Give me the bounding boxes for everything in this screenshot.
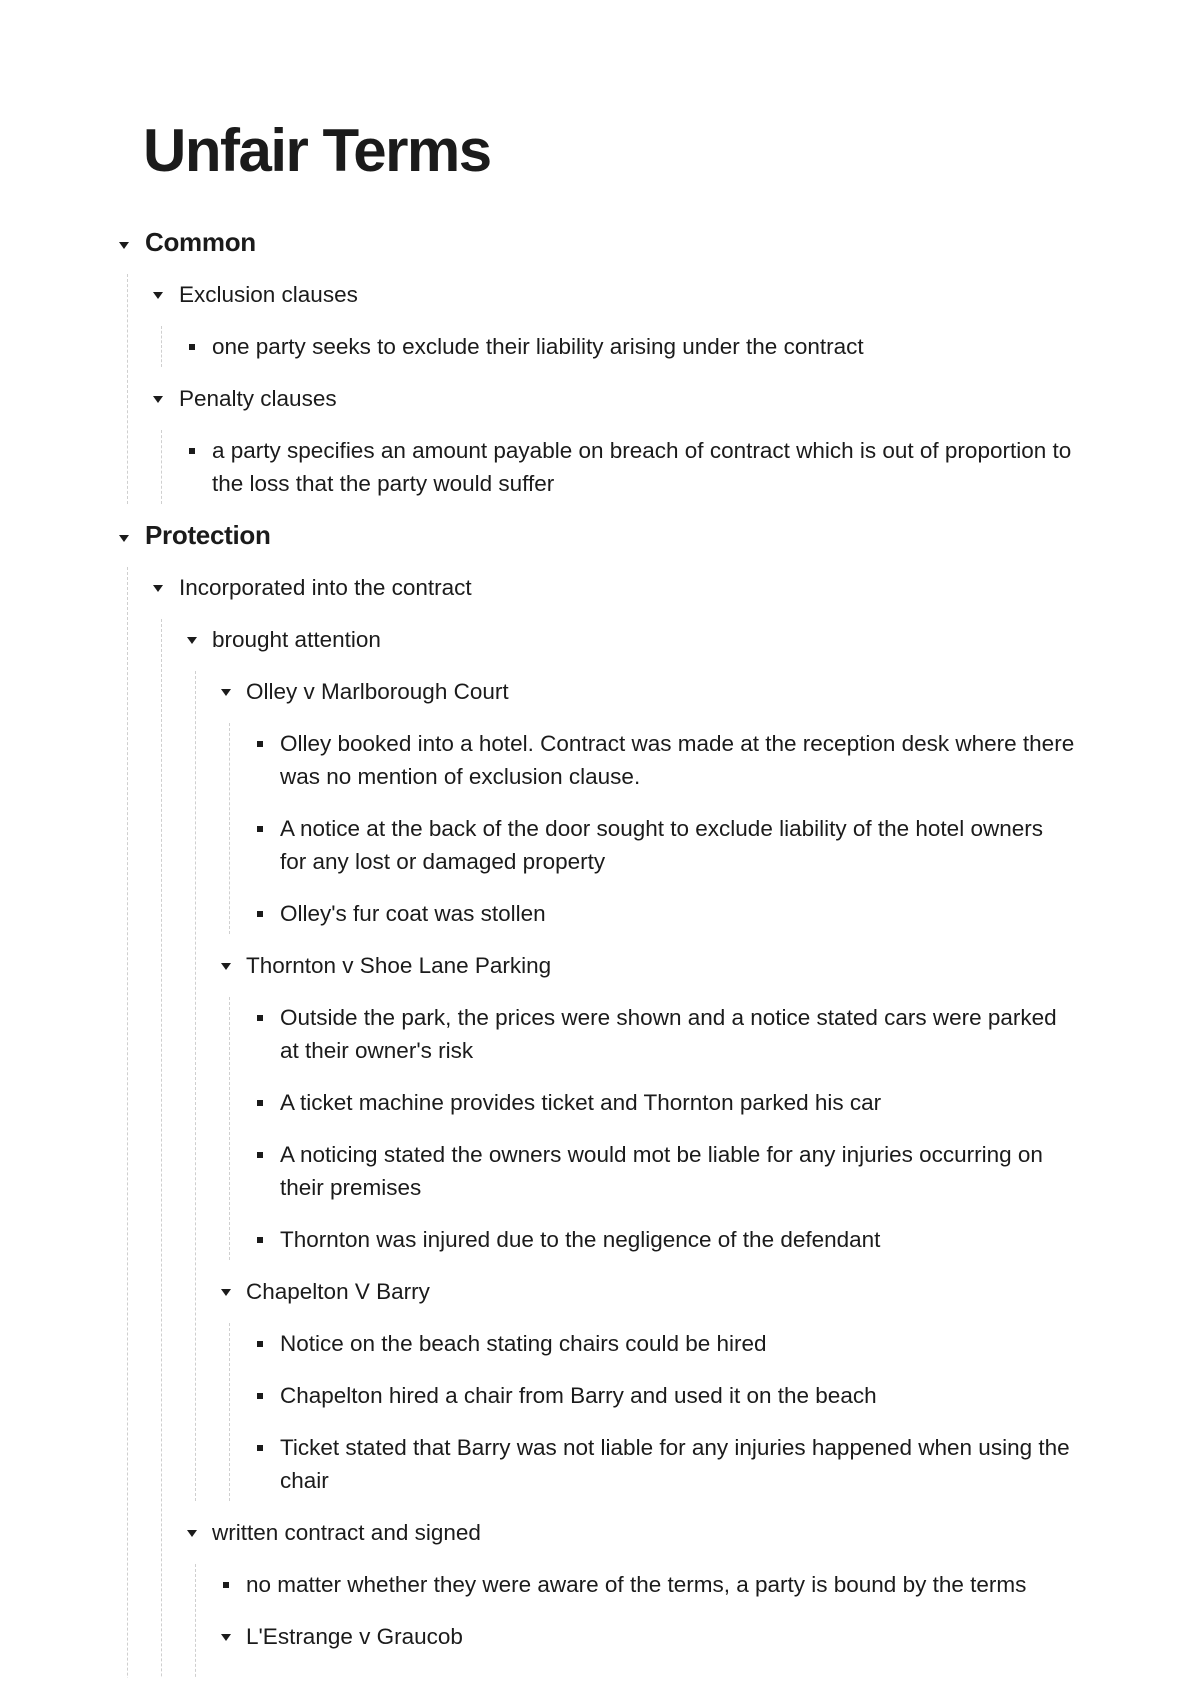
toggle-item [145, 226, 1075, 259]
outline-tree [0, 226, 1200, 1678]
bullet-item [212, 330, 1075, 363]
toggle-item [246, 949, 1075, 982]
bullet-item [280, 812, 1075, 878]
indent-guide [161, 619, 162, 1678]
indent-guide [161, 430, 162, 504]
toggle-triangle-icon[interactable] [221, 689, 231, 696]
item-text: no matter whether they were aware of the terms, a party is bound by the terms [246, 1572, 1027, 1597]
indent-guide [229, 1323, 230, 1501]
item-text: Notice on the beach stating chairs could be hired [280, 1331, 767, 1356]
item-text: L'Estrange v Graucob [246, 1624, 463, 1649]
bullet-item [280, 1327, 1075, 1360]
toggle-triangle-icon[interactable] [119, 535, 129, 542]
toggle-item [246, 1275, 1075, 1308]
bullet-square-icon [189, 448, 195, 454]
toggle-triangle-icon[interactable] [153, 292, 163, 299]
item-text: Olley's fur coat was stollen [280, 901, 546, 926]
bullet-square-icon [257, 1015, 263, 1021]
bullet-item [246, 1568, 1075, 1601]
item-text: Olley booked into a hotel. Contract was made at the reception desk where there was no mention of exclusion clause. [280, 731, 1075, 789]
item-text: Thornton was injured due to the negligence of the defendant [280, 1227, 881, 1252]
item-text: Chapelton V Barry [246, 1279, 430, 1304]
bullet-item [280, 727, 1075, 793]
toggle-triangle-icon[interactable] [153, 396, 163, 403]
bullet-square-icon [257, 1100, 263, 1106]
indent-guide [161, 326, 162, 367]
item-text: Exclusion clauses [179, 282, 358, 307]
toggle-triangle-icon[interactable] [221, 1634, 231, 1641]
toggle-item [212, 623, 1075, 656]
toggle-item [145, 519, 1075, 552]
bullet-item [280, 1001, 1075, 1067]
bullet-item [280, 897, 1075, 930]
bullet-square-icon [223, 1582, 229, 1588]
item-text: A notice at the back of the door sought to exclude liability of the hotel owners for any lost or damaged property [280, 816, 1043, 874]
item-text: one party seeks to exclude their liability arising under the contract [212, 334, 864, 359]
toggle-item [179, 571, 1075, 604]
item-text: Olley v Marlborough Court [246, 679, 509, 704]
bullet-item [280, 1379, 1075, 1412]
toggle-triangle-icon[interactable] [187, 637, 197, 644]
bullet-square-icon [257, 1341, 263, 1347]
item-text: Outside the park, the prices were shown and a notice stated cars were parked at their owner's risk [280, 1005, 1057, 1063]
toggle-item [179, 382, 1075, 415]
toggle-item [212, 1516, 1075, 1549]
toggle-item [246, 675, 1075, 708]
bullet-square-icon [257, 741, 263, 747]
bullet-item [280, 1086, 1075, 1119]
toggle-triangle-icon[interactable] [119, 242, 129, 249]
item-text: written contract and signed [212, 1520, 481, 1545]
item-text: Ticket stated that Barry was not liable for any injuries happened when using the chair [280, 1435, 1070, 1493]
item-text: brought attention [212, 627, 381, 652]
bullet-item [280, 1223, 1075, 1256]
item-text: Incorporated into the contract [179, 575, 472, 600]
item-text: A ticket machine provides ticket and Thornton parked his car [280, 1090, 882, 1115]
item-text: Thornton v Shoe Lane Parking [246, 953, 552, 978]
bullet-square-icon [257, 826, 263, 832]
toggle-triangle-icon[interactable] [221, 1289, 231, 1296]
indent-guide [229, 723, 230, 934]
bullet-item [212, 434, 1075, 500]
item-text: A noticing stated the owners would mot be liable for any injuries occurring on their premises [280, 1142, 1043, 1200]
section-heading: Protection [145, 520, 271, 550]
toggle-item [246, 1620, 1075, 1653]
indent-guide [229, 997, 230, 1260]
bullet-square-icon [257, 1152, 263, 1158]
indent-guide [195, 1564, 196, 1678]
toggle-triangle-icon[interactable] [221, 963, 231, 970]
toggle-item [179, 278, 1075, 311]
section-heading: Common [145, 227, 256, 257]
item-text: a party specifies an amount payable on breach of contract which is out of proportion to the loss that the party would suffer [212, 438, 1072, 496]
page-title: Unfair Terms [143, 117, 491, 184]
indent-guide [195, 671, 196, 1501]
bullet-item [280, 1138, 1075, 1204]
toggle-triangle-icon[interactable] [187, 1530, 197, 1537]
bullet-square-icon [257, 1393, 263, 1399]
bullet-item [280, 1431, 1075, 1497]
item-text: Chapelton hired a chair from Barry and used it on the beach [280, 1383, 877, 1408]
bullet-square-icon [257, 1445, 263, 1451]
bullet-square-icon [257, 911, 263, 917]
item-text: Penalty clauses [179, 386, 337, 411]
bullet-square-icon [257, 1237, 263, 1243]
bullet-square-icon [189, 344, 195, 350]
indent-guide [127, 274, 128, 504]
indent-guide [127, 567, 128, 1678]
toggle-triangle-icon[interactable] [153, 585, 163, 592]
